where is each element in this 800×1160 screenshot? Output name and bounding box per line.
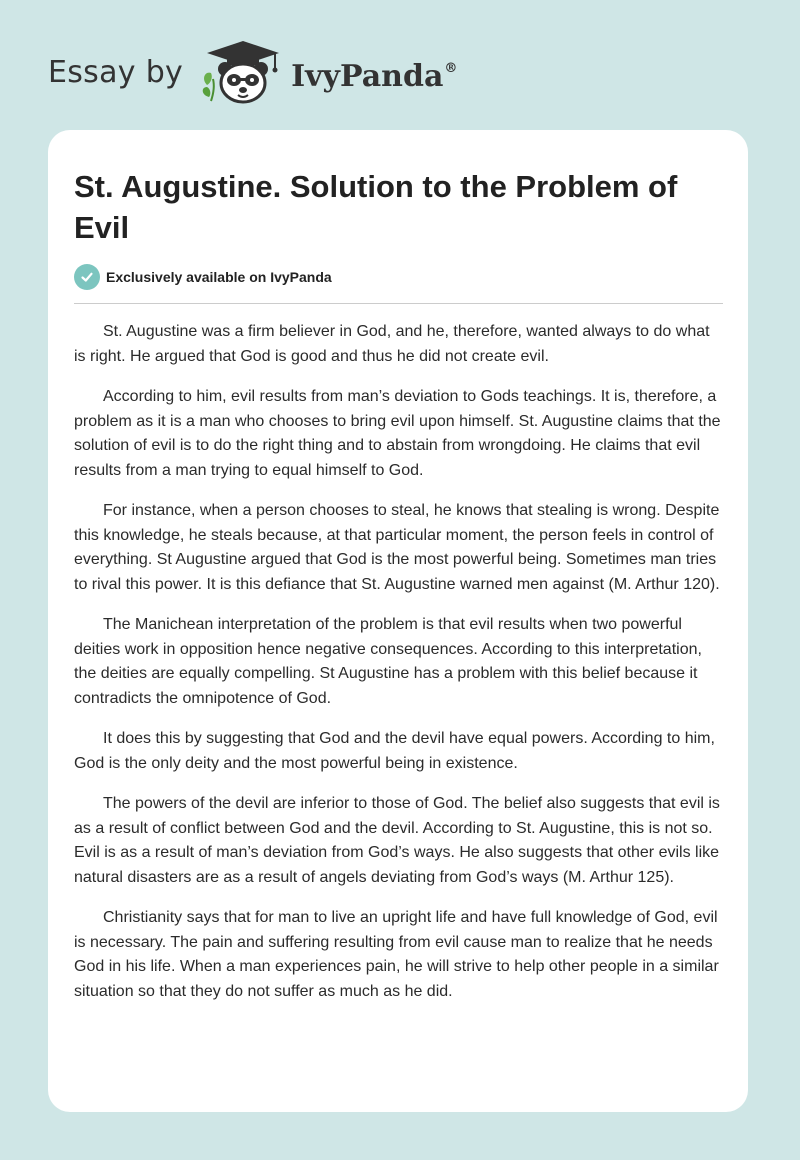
essay-by-label: Essay by <box>48 54 184 90</box>
paragraph: Christianity says that for man to live an upright life and have full knowledge of God, evil is necessary. The pain and suffering resulting from evil cause man to realize that he needs God in his life. When a man experiences pain, he will strive to help other people in a similar situation so that they do not suffer as much as he did. <box>74 909 719 1000</box>
exclusive-badge <box>74 264 332 290</box>
paragraph: St. Augustine was a firm believer in God, and he, therefore, wanted always to do what is right. He argued that God is good and thus he did not create evil. <box>74 323 710 365</box>
paragraph: The Manichean interpretation of the problem is that evil results when two powerful deities work in opposition hence negative consequences. According to this interpretation, the deities are equally compelling. St Augustine has a problem with this belief because it contradicts the omnipotence of God. <box>74 616 702 707</box>
page-title: St. Augustine. Solution to the Problem of Evil <box>74 169 678 245</box>
check-icon <box>74 264 100 290</box>
paragraph: According to him, evil results from man’s deviation to Gods teachings. It is, therefore, a problem as it is a man who chooses to bring evil upon himself. St. Augustine claims that the solution of evil is to do the right thing and to abstain from wrongdoing. He claims that evil results from a man trying to equal himself to God. <box>74 388 721 479</box>
paragraph: For instance, when a person chooses to steal, he knows that stealing is wrong. Despite this knowledge, he steals because, at that particular moment, the person feels in control of everything. St Augustine argued that God is the most powerful being. Sometimes man tries to rival this power. It is this defiance that St. Augustine warned men against (M. Arthur 120). <box>74 502 720 593</box>
panda-logo-icon[interactable] <box>199 39 285 110</box>
site-header <box>48 36 457 108</box>
exclusive-badge-label: Exclusively available on IvyPanda <box>106 269 332 285</box>
registered-mark: ® <box>444 60 458 76</box>
brand-name[interactable] <box>291 59 457 94</box>
brand-text: IvyPanda <box>291 58 444 94</box>
paragraph: The powers of the devil are inferior to those of God. The belief also suggests that evil is as a result of conflict between God and the devil. According to St. Augustine, this is not so. Evil is as a result of man’s deviation from God’s ways. He also suggests that other evils like natural disasters are as a result of angels deviating from God’s ways (M. Arthur 125). <box>74 795 720 886</box>
essay-body <box>74 320 724 1020</box>
paragraph: It does this by suggesting that God and the devil have equal powers. According to him, God is the only deity and the most powerful being in existence. <box>74 730 715 772</box>
divider <box>74 303 723 304</box>
essay-card <box>48 130 748 1112</box>
